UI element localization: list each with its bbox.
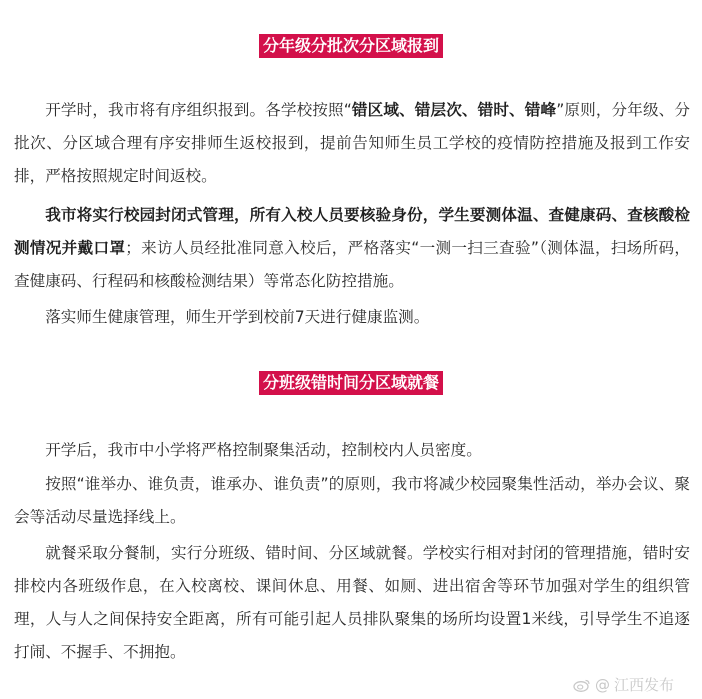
watermark-text: 江西发布 [613,676,674,694]
paragraph-text: ”原则，分年级、分批次、分区域合理有序安排师生返校报到，提前告知师生员工学校的疫情防控措施及报到工作安排，严格按照规定时间返校。 [14,101,690,185]
watermark [573,674,674,695]
watermark-at: @ [594,675,610,694]
paragraph-health-monitoring: 落实师生健康管理，师生开学到校前7天进行健康监测。 [45,308,430,326]
paragraph-emphasis: 错区域、错层次、错时、错峰 [351,101,557,119]
section-heading-registration [0,34,702,58]
section-heading-label: 分班级错时间分区域就餐 [259,371,443,395]
paragraph-campus-closed-management [14,199,690,298]
paragraph-reduce-activities: 按照“谁举办、谁负责，谁承办、谁负责”的原则，我市将减少校园聚集性活动，举办会议、聚会等活动尽量选择线上。 [14,475,690,526]
paragraph-text: ；来访人员经批准同意入校后，严格落实“一测一扫三查验”（测体温，扫场所码，查健康码、行程码和核酸检测结果）等常态化防控措施。 [14,239,690,290]
weibo-icon [573,678,591,692]
paragraph-registration-order [14,94,690,193]
section-heading-dining [0,371,702,395]
paragraph-text: 开学时，我市将有序组织报到。各学校按照“ [45,101,352,119]
paragraph-gathering-control: 开学后，我市中小学将严格控制聚集活动，控制校内人员密度。 [45,441,482,459]
paragraph-emphasis: 我市将实行校园封闭式管理，所有入校人员要核验身份，学生要测体温、查健康码、查核酸检测情况并戴口罩 [14,206,690,257]
section-heading-label: 分年级分批次分区域报到 [259,34,443,58]
paragraph-dining-arrangement: 就餐采取分餐制，实行分班级、错时间、分区域就餐。学校实行相对封闭的管理措施，错时安排校内各班级作息，在入校离校、课间休息、用餐、如厕、进出宿舍等环节加强对学生的组织管理，人与人之间保持安全距离，所有可能引起人员排队聚集的场所均设置1米线，引导学生不追逐打闹、不握手、不拥抱。 [14,544,690,661]
